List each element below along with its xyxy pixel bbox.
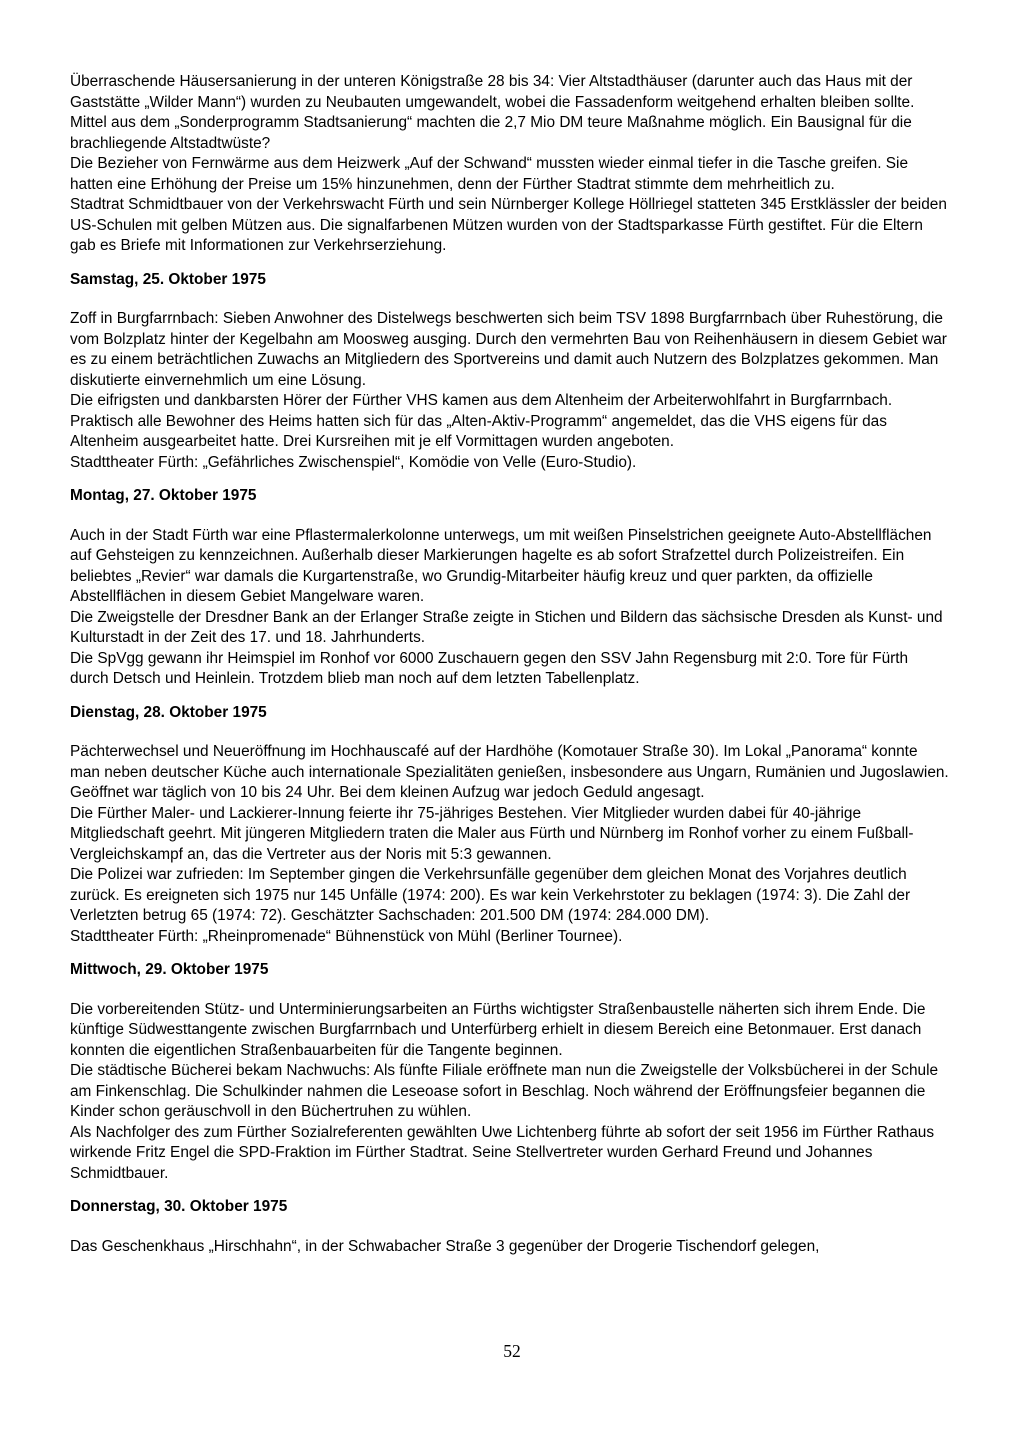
paragraph: Stadttheater Fürth: „Rheinpromenade“ Bühnenstück von Mühl (Berliner Tournee). — [70, 927, 623, 945]
paragraph: Zoff in Burgfarrnbach: Sieben Anwohner des Distelwegs beschwerten sich beim TSV 1898 Burgfarrnbach über Ruhestörung, die vom Bolzplatz hinter der Kegelbahn am Moosweg ausging. Durch den vermehrten Bau von Reihenhäusern in diesem Gebiet war es zu einem beträchtlichen Zuwachs an Mitgliedern des Sportvereins und damit auch Nutzern des Bolzplatzes gekommen. Man diskutierte einvernehmlich um eine Lösung. — [70, 310, 947, 389]
paragraph: Die vorbereitenden Stütz- und Unterminierungsarbeiten an Fürths wichtigster Straßenbaustelle näherten sich ihrem Ende. Die künftige Südwesttangente zwischen Burgfarrnbach und Unterfürberg erhielt in diesem Bereich eine Betonmauer. Erst danach konnten die eigentlichen Straßenbauarbeiten für die Tangente beginnen. — [70, 1000, 926, 1059]
paragraph: Die Fürther Maler- und Lackierer-Innung feierte ihr 75-jähriges Bestehen. Vier Mitglieder wurden dabei für 40-jährige Mitgliedschaft geehrt. Mit jüngeren Mitgliedern traten die Maler aus Fürth und Nürnberg im Ronhof vorher zu einem Fußball-Vergleichskampf an, das die Vertreter aus der Noris mit 5:3 gewannen. — [70, 804, 914, 863]
paragraph: Die Bezieher von Fernwärme aus dem Heizwerk „Auf der Schwand“ mussten wieder einmal tiefer in die Tasche greifen. Sie hatten eine Erhöhung der Preise um 15% hinzunehmen, denn der Fürther Stadtrat stimmte dem mehrheitlich zu. — [70, 155, 909, 193]
date-heading: Donnerstag, 30. Oktober 1975 — [70, 1198, 288, 1215]
paragraph: Als Nachfolger des zum Fürther Sozialreferenten gewählten Uwe Lichtenberg führte ab sofort der seit 1956 im Fürther Rathaus wirkende Fritz Engel die SPD-Fraktion im Fürther Stadtrat. Seine Stellvertreter wurden Gerhard Freund und Johannes Schmidtbauer. — [70, 1123, 935, 1182]
paragraph: Die Zweigstelle der Dresdner Bank an der Erlanger Straße zeigte in Stichen und Bildern das sächsische Dresden als Kunst- und Kulturstadt in der Zeit des 17. und 18. Jahrhunderts. — [70, 608, 943, 646]
paragraph: Die eifrigsten und dankbarsten Hörer der Fürther VHS kamen aus dem Altenheim der Arbeiterwohlfahrt in Burgfarrnbach. Praktisch alle Bewohner des Heims hatten sich für das „Alten-Aktiv-Programm“ angemeldet, das die VHS eigens für das Altenheim ausgearbeitet hatte. Drei Kursreihen mit je elf Vormittagen wurden angeboten. — [70, 392, 893, 450]
date-heading: Mittwoch, 29. Oktober 1975 — [70, 961, 269, 978]
paragraph: Stadttheater Fürth: „Gefährliches Zwischenspiel“, Komödie von Velle (Euro-Studio). — [70, 453, 637, 471]
date-heading: Dienstag, 28. Oktober 1975 — [70, 703, 267, 721]
paragraph: Auch in der Stadt Fürth war eine Pflastermalerkolonne unterwegs, um mit weißen Pinselstrichen geeignete Auto-Abstellflächen auf Gehsteigen zu kennzeichnen. Außerhalb dieser Markierungen hagelte es ab sofort Strafzettel durch Polizeistreifen. Ein beliebtes „Revier“ war damals die Kurgartenstraße, wo Grundig-Mitarbeiter häufig kreuz und quer parkten, da offizielle Abstellflächen in diesem Gebiet Mangelware waren. — [70, 526, 932, 605]
date-heading: Montag, 27. Oktober 1975 — [70, 487, 257, 504]
paragraph: Das Geschenkhaus „Hirschhahn“, in der Schwabacher Straße 3 gegenüber der Drogerie Tischendorf gelegen, — [70, 1237, 820, 1255]
page-footer — [0, 1340, 1024, 1362]
page-number: 52 — [503, 1341, 521, 1361]
paragraph: Die Polizei war zufrieden: Im September gingen die Verkehrsunfälle gegenüber dem gleichen Monat des Vorjahres deutlich zurück. Es ereigneten sich 1975 nur 145 Unfälle (1974: 200). Es war kein Verkehrstoter zu beklagen (1974: 3). Die Zahl der Verletzten betrug 65 (1974: 72). Geschätzter Sachschaden: 201.500 DM (1974: 284.000 DM). — [70, 866, 911, 924]
paragraph: Die SpVgg gewann ihr Heimspiel im Ronhof vor 6000 Zuschauern gegen den SSV Jahn Regensburg mit 2:0. Tore für Fürth durch Detsch und Heinlein. Trotzdem blieb man noch auf dem letzten Tabellenplatz. — [70, 649, 909, 687]
date-heading: Samstag, 25. Oktober 1975 — [70, 270, 266, 288]
paragraph: Stadtrat Schmidtbauer von der Verkehrswacht Fürth und sein Nürnberger Kollege Höllriegel statteten 345 Erstklässler der beiden US-Schulen mit gelben Mützen aus. Die signalfarbenen Mützen wurden von der Stadtsparkasse Fürth gestiftet. Für die Eltern gab es Briefe mit Informationen zur Verkehrserziehung. — [70, 196, 947, 254]
paragraph: Überraschende Häusersanierung in der unteren Königstraße 28 bis 34: Vier Altstadthäuser (darunter auch das Haus mit der Gaststätte „Wilder Mann“) wurden zu Neubauten umgewandelt, wobei die Fassadenform weitgehend erhalten bleiben sollte. Mittel aus dem „Sonderprogramm Stadtsanierung“ machten die 2,7 Mio DM teure Maßnahme möglich. Ein Bausignal für die brachliegende Altstadtwüste? — [70, 73, 915, 152]
paragraph: Pächterwechsel und Neueröffnung im Hochhauscafé auf der Hardhöhe (Komotauer Straße 30). Im Lokal „Panorama“ konnte man neben deutscher Küche auch internationale Spezialitäten genießen, insbesondere aus Ungarn, Rumänien und Jugoslawien. Geöffnet war täglich von 10 bis 24 Uhr. Bei dem kleinen Aufzug war jedoch Geduld angesagt. — [70, 743, 949, 801]
paragraph: Die städtische Bücherei bekam Nachwuchs: Als fünfte Filiale eröffnete man nun die Zweigstelle der Volksbücherei in der Schule am Finkenschlag. Die Schulkinder nahmen die Leseoase sofort in Beschlag. Noch während der Eröffnungsfeier begannen die Kinder schon geräuschvoll in den Büchertruhen zu wühlen. — [70, 1062, 939, 1120]
document-body — [70, 72, 950, 1257]
